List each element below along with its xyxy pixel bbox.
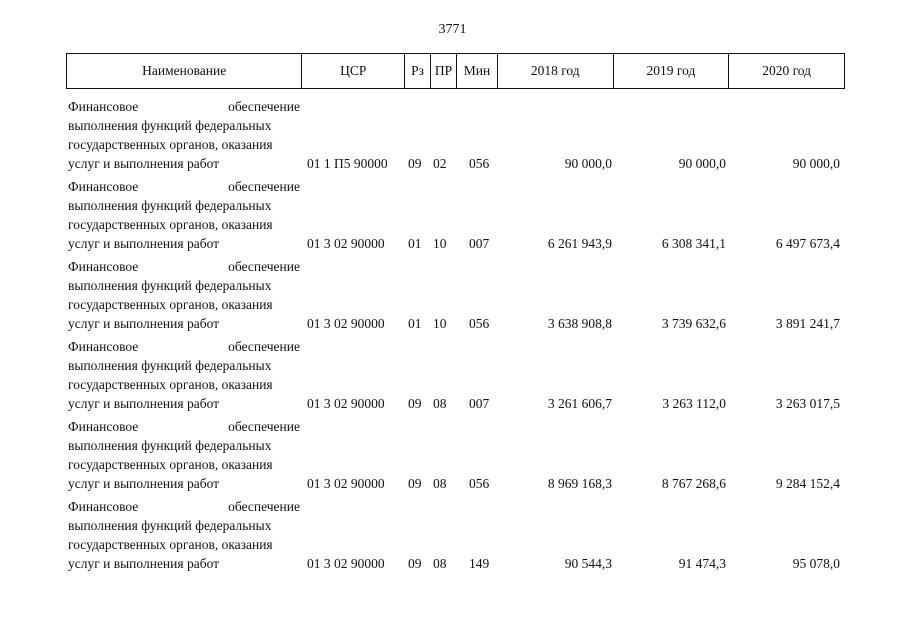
row-csr: 01 3 02 90000 <box>307 556 385 571</box>
row-rz: 09 <box>408 556 422 571</box>
page-number: 3771 <box>438 22 467 37</box>
row-csr: 01 1 П5 90000 <box>307 156 388 171</box>
row-name-word: обеспечение <box>228 419 300 434</box>
header-2019: 2019 год <box>614 54 730 88</box>
row-name-line-1 <box>68 177 300 196</box>
row-rz: 09 <box>408 156 422 171</box>
header-rz: Рз <box>405 54 431 88</box>
row-name-line-1 <box>68 497 300 516</box>
row-name-line-4: услуг и выполнения работ <box>68 316 220 331</box>
row-2019: 90 000,0 <box>678 156 726 171</box>
row-pr: 10 <box>433 316 447 331</box>
row-name-line-4: услуг и выполнения работ <box>68 556 220 571</box>
row-2019: 91 474,3 <box>678 556 726 571</box>
row-2019: 8 767 268,6 <box>661 476 726 491</box>
row-name-word: Финансовое <box>68 419 139 434</box>
row-2020: 90 000,0 <box>792 156 840 171</box>
row-name-line-1 <box>68 417 300 436</box>
row-2018: 90 544,3 <box>564 556 612 571</box>
row-name-line-1 <box>68 337 300 356</box>
row-csr: 01 3 02 90000 <box>307 236 385 251</box>
row-min: 149 <box>469 556 490 571</box>
header-2020: 2020 год <box>762 63 812 78</box>
row-name-word: Финансовое <box>68 99 139 114</box>
row-name-line-3: государственных органов, оказания <box>68 217 273 232</box>
table-row <box>66 177 845 257</box>
table-row <box>66 257 845 337</box>
row-name-line-2: выполнения функций федеральных <box>68 518 272 533</box>
row-2018: 3 638 908,8 <box>547 316 612 331</box>
row-name-line-4: услуг и выполнения работ <box>68 476 220 491</box>
row-name-word: обеспечение <box>228 499 300 514</box>
row-name <box>68 257 300 333</box>
row-name-line-2: выполнения функций федеральных <box>68 118 272 133</box>
row-name-word: обеспечение <box>228 99 300 114</box>
row-name <box>68 497 300 573</box>
row-name-word: обеспечение <box>228 339 300 354</box>
header-name: Наименование <box>67 54 302 88</box>
table-row <box>66 497 845 577</box>
row-name-line-3: государственных органов, оказания <box>68 457 273 472</box>
row-name <box>68 97 300 173</box>
row-name-line-2: выполнения функций федеральных <box>68 438 272 453</box>
row-rz: 09 <box>408 476 422 491</box>
row-name-line-4: услуг и выполнения работ <box>68 236 220 251</box>
row-name-word: Финансовое <box>68 259 139 274</box>
row-name-line-1 <box>68 97 300 116</box>
row-min: 056 <box>469 156 490 171</box>
row-csr: 01 3 02 90000 <box>307 316 385 331</box>
row-name-word: Финансовое <box>68 179 139 194</box>
row-rz: 09 <box>408 396 422 411</box>
row-pr: 08 <box>433 476 447 491</box>
row-name-line-2: выполнения функций федеральных <box>68 358 272 373</box>
row-2018: 3 261 606,7 <box>547 396 612 411</box>
header-2018: 2018 год <box>498 54 614 88</box>
row-2018: 90 000,0 <box>564 156 612 171</box>
header-min: Мин <box>457 54 498 88</box>
row-name-line-3: государственных органов, оказания <box>68 537 273 552</box>
row-pr: 08 <box>433 396 447 411</box>
row-min: 007 <box>469 396 490 411</box>
row-2018: 8 969 168,3 <box>547 476 612 491</box>
row-2020: 3 263 017,5 <box>775 396 840 411</box>
row-min: 007 <box>469 236 490 251</box>
row-name-word: обеспечение <box>228 179 300 194</box>
row-name-word: Финансовое <box>68 339 139 354</box>
table-row <box>66 97 845 177</box>
row-name-word: Финансовое <box>68 499 139 514</box>
row-name-line-4: услуг и выполнения работ <box>68 156 220 171</box>
row-2019: 3 263 112,0 <box>662 396 726 411</box>
table-row <box>66 337 845 417</box>
row-name-line-3: государственных органов, оказания <box>68 377 273 392</box>
row-name-line-4: услуг и выполнения работ <box>68 396 220 411</box>
row-2020: 9 284 152,4 <box>775 476 840 491</box>
row-min: 056 <box>469 476 490 491</box>
row-name <box>68 337 300 413</box>
row-name <box>68 177 300 253</box>
row-csr: 01 3 02 90000 <box>307 396 385 411</box>
row-pr: 08 <box>433 556 447 571</box>
row-2020: 6 497 673,4 <box>775 236 840 251</box>
row-name-line-3: государственных органов, оказания <box>68 297 273 312</box>
row-rz: 01 <box>408 316 422 331</box>
row-2020: 95 078,0 <box>792 556 840 571</box>
row-2019: 6 308 341,1 <box>661 236 726 251</box>
row-name-line-1 <box>68 257 300 276</box>
row-csr: 01 3 02 90000 <box>307 476 385 491</box>
header-csr: ЦСР <box>302 54 405 88</box>
table-row <box>66 417 845 497</box>
header-pr: ПР <box>431 54 457 88</box>
row-pr: 02 <box>433 156 447 171</box>
row-name-word: обеспечение <box>228 259 300 274</box>
row-name-line-2: выполнения функций федеральных <box>68 278 272 293</box>
row-min: 056 <box>469 316 490 331</box>
row-2019: 3 739 632,6 <box>661 316 726 331</box>
table-header <box>66 53 845 89</box>
row-name-line-2: выполнения функций федеральных <box>68 198 272 213</box>
row-rz: 01 <box>408 236 422 251</box>
row-name-line-3: государственных органов, оказания <box>68 137 273 152</box>
row-2018: 6 261 943,9 <box>547 236 612 251</box>
row-pr: 10 <box>433 236 447 251</box>
row-name <box>68 417 300 493</box>
row-2020: 3 891 241,7 <box>775 316 840 331</box>
